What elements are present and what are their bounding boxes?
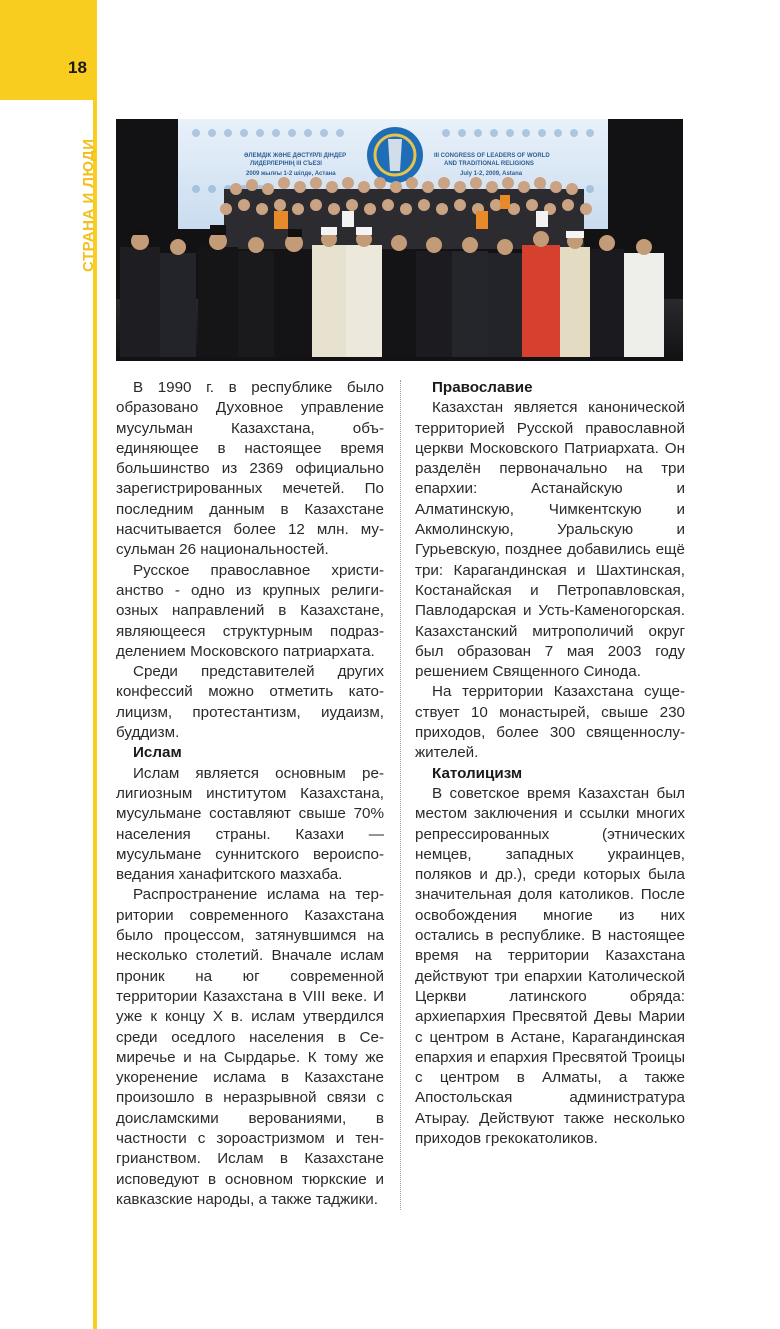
heading-orthodoxy: Православие [432,379,533,396]
banner-right-title: III CONGRESS OF LEADERS OF WORLD [434,153,550,159]
banner-right-subtitle: AND TRADITIONAL RELIGIONS [444,161,534,167]
heading-islam: Ислам [133,744,182,762]
paragraph-orthodox-stats: На территории Казахстана существует 10 монастырей, свыше 230 приходов, более 300 священнослужителей. [415,683,685,762]
paragraph-orthodox-eparchies: Казахстан является канонической территорией Русской православной церкви Московского Патриархата. Он разделён первоначально на три епархии: Астанайскую и Алматинскую, Чимкентскую и Акмолинскую, Уральскую и Гурьевскую, позднее добавились ещё три: Карагандинская и Шахтинская, Костанайская и Петропавловская, Павлодарская и Усть-Каменогорская. Казахстанский митрополичий округ был образован 7 мая 2003 году решением Священного Синода. [415,399,685,681]
congress-group-photo [116,119,683,361]
paragraph-islam-spread: Распространение ислама на территории современного Казахстана было процессом, затянувшимся на несколько столетий. Вначале ислам проник на юг современной территории Казахстана в VIII веке. И уже к концу X в. ислам утвердился среди оседлого населения в Семиречье и на Сырдарье. К тому же укоренение ислама в Казахстане произошло в неразрывной связи с доисламскими верованиями, в частности с зороастризмом и тенгрианством. Ислам в Казахстане исповедуют в основном тюркские и кавказские народы, а также таджики. [116,886,384,1208]
section-label: СТРАНА И ЛЮДИ [80,138,97,272]
banner-right-date: July 1-2, 2009, Astana [460,171,523,177]
banner-left-subtitle: ЛИДЕРЛЕРІНІҢ III СЪЕЗІ [250,161,322,167]
column-divider [400,380,401,1210]
paragraph-catholicism: В советское время Казахстан был местом заключения и ссылки многих репрессированных (этнических немцев, западных украинцев, поляков и др.), среди которых была значительная доля католиков. После освобождения многие из них остались в республике. В настоящее время на территории Казахстана действуют три епархии Католической Церкви латинского обряда: архиепархия Пресвятой Девы Марии с центром в Астане, Карагандинская епархия и епархия Пресвятой Троицы с центром в Алматы, а также Апостольская администратура Атырау. Действуют также несколько приходов грекокатоликов. [415,784,685,1147]
cardinal-figure [522,245,560,357]
heading-catholicism: Католицизм [432,764,523,782]
page-number-block [0,0,97,100]
side-accent-rule [93,100,97,1329]
paragraph-islam-institution: Ислам является основным религиозным институтом Казахстана, мусульмане составляют свыше 70% населения страны. Казахи — мусульмане суннитского вероисповедания ханафитского мазхаба. [116,764,384,884]
banner-left-title: ӘЛЕМДІК ЖӘНЕ ДӘСТҮРЛІ ДІНДЕР [244,153,347,159]
paragraph-other-confessions: Среди представителей других конфессий можно отметить католицизм, протестантизм, иудаизм, буддизм. [116,663,384,742]
right-text-column [415,378,685,1149]
left-text-column [116,378,384,1210]
paragraph-orthodox-overview: Русское православное христианство - одно из крупных религиозных направлений в Казахстане, являющееся структурным подразделением Московского патриархата. [116,561,384,660]
paragraph-muslim-board: В 1990 г. в республике было образовано Духовное управление мусульман Казахстана, объединяющее в настоящее время большинство из 2369 официально зарегистрированных мечетей. По последним данным в Казахстане насчитывается более 12 млн. мусульман 26 национальностей. [116,379,384,559]
page-number: 18 [68,58,87,77]
banner-left-date: 2009 жылғы 1-2 шілде, Астана [246,171,336,177]
